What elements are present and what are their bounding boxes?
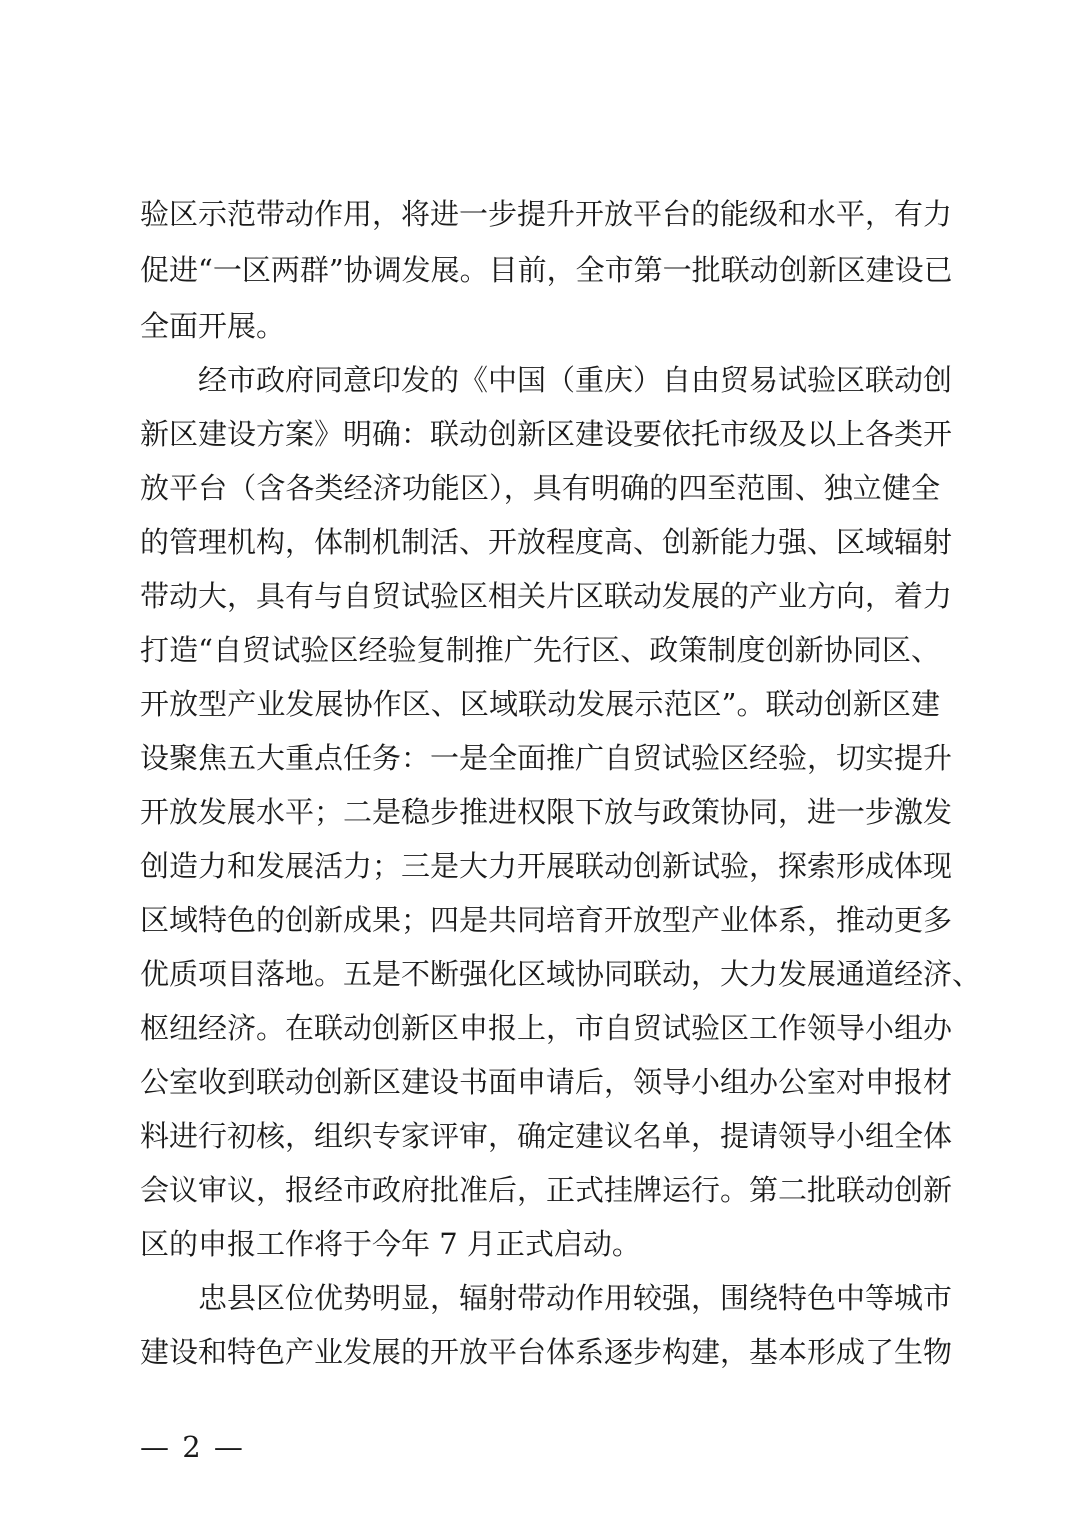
text-line: 开放发展水平；二是稳步推进权限下放与政策协同，进一步激发	[140, 795, 953, 829]
text-line: 的管理机构，体制机制活、开放程度高、创新能力强、区域辐射	[140, 525, 953, 559]
text-line: 放平台（含各类经济功能区），具有明确的四至范围、独立健全	[140, 471, 940, 505]
text-line: 建设和特色产业发展的开放平台体系逐步构建，基本形成了生物	[140, 1335, 953, 1369]
page-number: — 2 —	[140, 1430, 245, 1464]
text-line: 促进“一区两群”协调发展。目前，全市第一批联动创新区建设已	[140, 253, 953, 287]
text-line: 区域特色的创新成果；四是共同培育开放型产业体系，推动更多	[140, 903, 953, 937]
text-line: 公室收到联动创新区建设书面申请后，领导小组办公室对申报材	[140, 1065, 953, 1099]
text-line: 开放型产业发展协作区、区域联动发展示范区”。联动创新区建	[140, 687, 940, 721]
text-line: 新区建设方案》明确：联动创新区建设要依托市级及以上各类开	[140, 417, 953, 451]
text-line: 设聚焦五大重点任务：一是全面推广自贸试验区经验，切实提升	[140, 741, 953, 775]
text-line: 创造力和发展活力；三是大力开展联动创新试验，探索形成体现	[140, 849, 953, 883]
text-line: 带动大，具有与自贸试验区相关片区联动发展的产业方向，着力	[140, 579, 953, 613]
text-line: 全面开展。	[140, 309, 286, 343]
paragraph-start-line: 经市政府同意印发的《中国（重庆）自由贸易试验区联动创	[140, 363, 953, 397]
text-line: 打造“自贸试验区经验复制推广先行区、政策制度创新协同区、	[140, 633, 940, 667]
text-line: 验区示范带动作用，将进一步提升开放平台的能级和水平，有力	[140, 197, 953, 231]
text-line: 区的申报工作将于今年 7 月正式启动。	[140, 1227, 641, 1261]
paragraph-start-line: 忠县区位优势明显，辐射带动作用较强，围绕特色中等城市	[140, 1281, 953, 1315]
text-line: 料进行初核，组织专家评审，确定建议名单，提请领导小组全体	[140, 1119, 953, 1153]
text-line: 枢纽经济。在联动创新区申报上，市自贸试验区工作领导小组办	[140, 1011, 953, 1045]
text-line: 会议审议，报经市政府批准后，正式挂牌运行。第二批联动创新	[140, 1173, 953, 1207]
text-line: 优质项目落地。五是不断强化区域协同联动，大力发展通道经济、	[140, 957, 982, 991]
